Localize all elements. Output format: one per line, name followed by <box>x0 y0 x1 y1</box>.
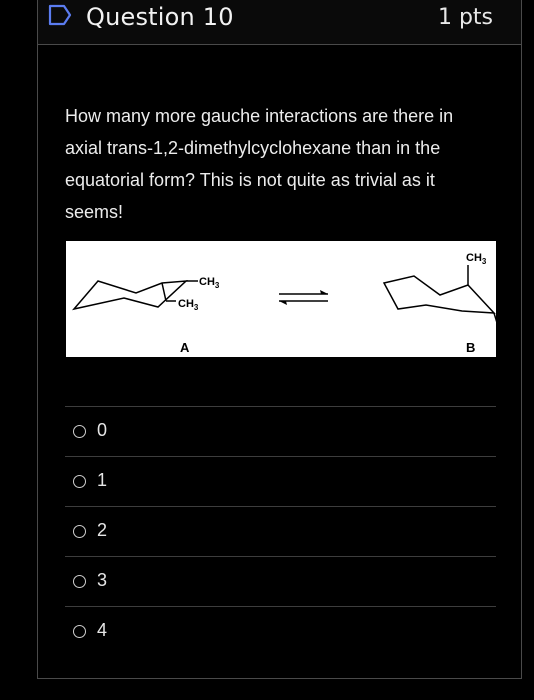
answer-label: 3 <box>97 570 108 590</box>
label-b: B <box>466 340 476 355</box>
question-title: Question 10 <box>86 3 234 31</box>
ch3-label-a-bottom: $CH_3$ <box>178 298 199 312</box>
answer-option-0[interactable] <box>65 406 496 456</box>
question-text: How many more gauche interactions are there in axial trans-1,2-dimethylcyclohexane than in the equatorial form? This is not quite as trivial as it seems! <box>65 106 454 222</box>
answer-option-3[interactable] <box>65 556 496 606</box>
answer-label: 2 <box>97 520 108 540</box>
answer-option-2[interactable] <box>65 506 496 556</box>
radio-button[interactable] <box>73 425 86 438</box>
question-points: 1 pts <box>437 5 493 30</box>
flag-icon[interactable] <box>48 4 74 26</box>
question-header <box>38 0 521 45</box>
answer-label: 0 <box>97 420 108 440</box>
chair-b-structure <box>384 265 502 339</box>
answer-option-1[interactable] <box>65 456 496 506</box>
chemistry-figure <box>66 241 521 357</box>
answer-list <box>65 406 496 656</box>
radio-button[interactable] <box>73 475 86 488</box>
question-card <box>37 0 522 679</box>
radio-button[interactable] <box>73 525 86 538</box>
answer-option-4[interactable] <box>65 606 496 656</box>
ch3-label-a-top: $CH_3$ <box>199 276 220 290</box>
radio-button[interactable] <box>73 575 86 588</box>
equilibrium-arrows-icon <box>279 290 328 305</box>
label-a: A <box>180 340 190 355</box>
ch3-label-b-top: $CH_3$ <box>466 252 487 266</box>
radio-button[interactable] <box>73 625 86 638</box>
ch3-label-b-bottom: $CH_3$ <box>500 333 521 347</box>
answer-label: 4 <box>97 620 108 640</box>
answer-label: 1 <box>97 470 108 490</box>
